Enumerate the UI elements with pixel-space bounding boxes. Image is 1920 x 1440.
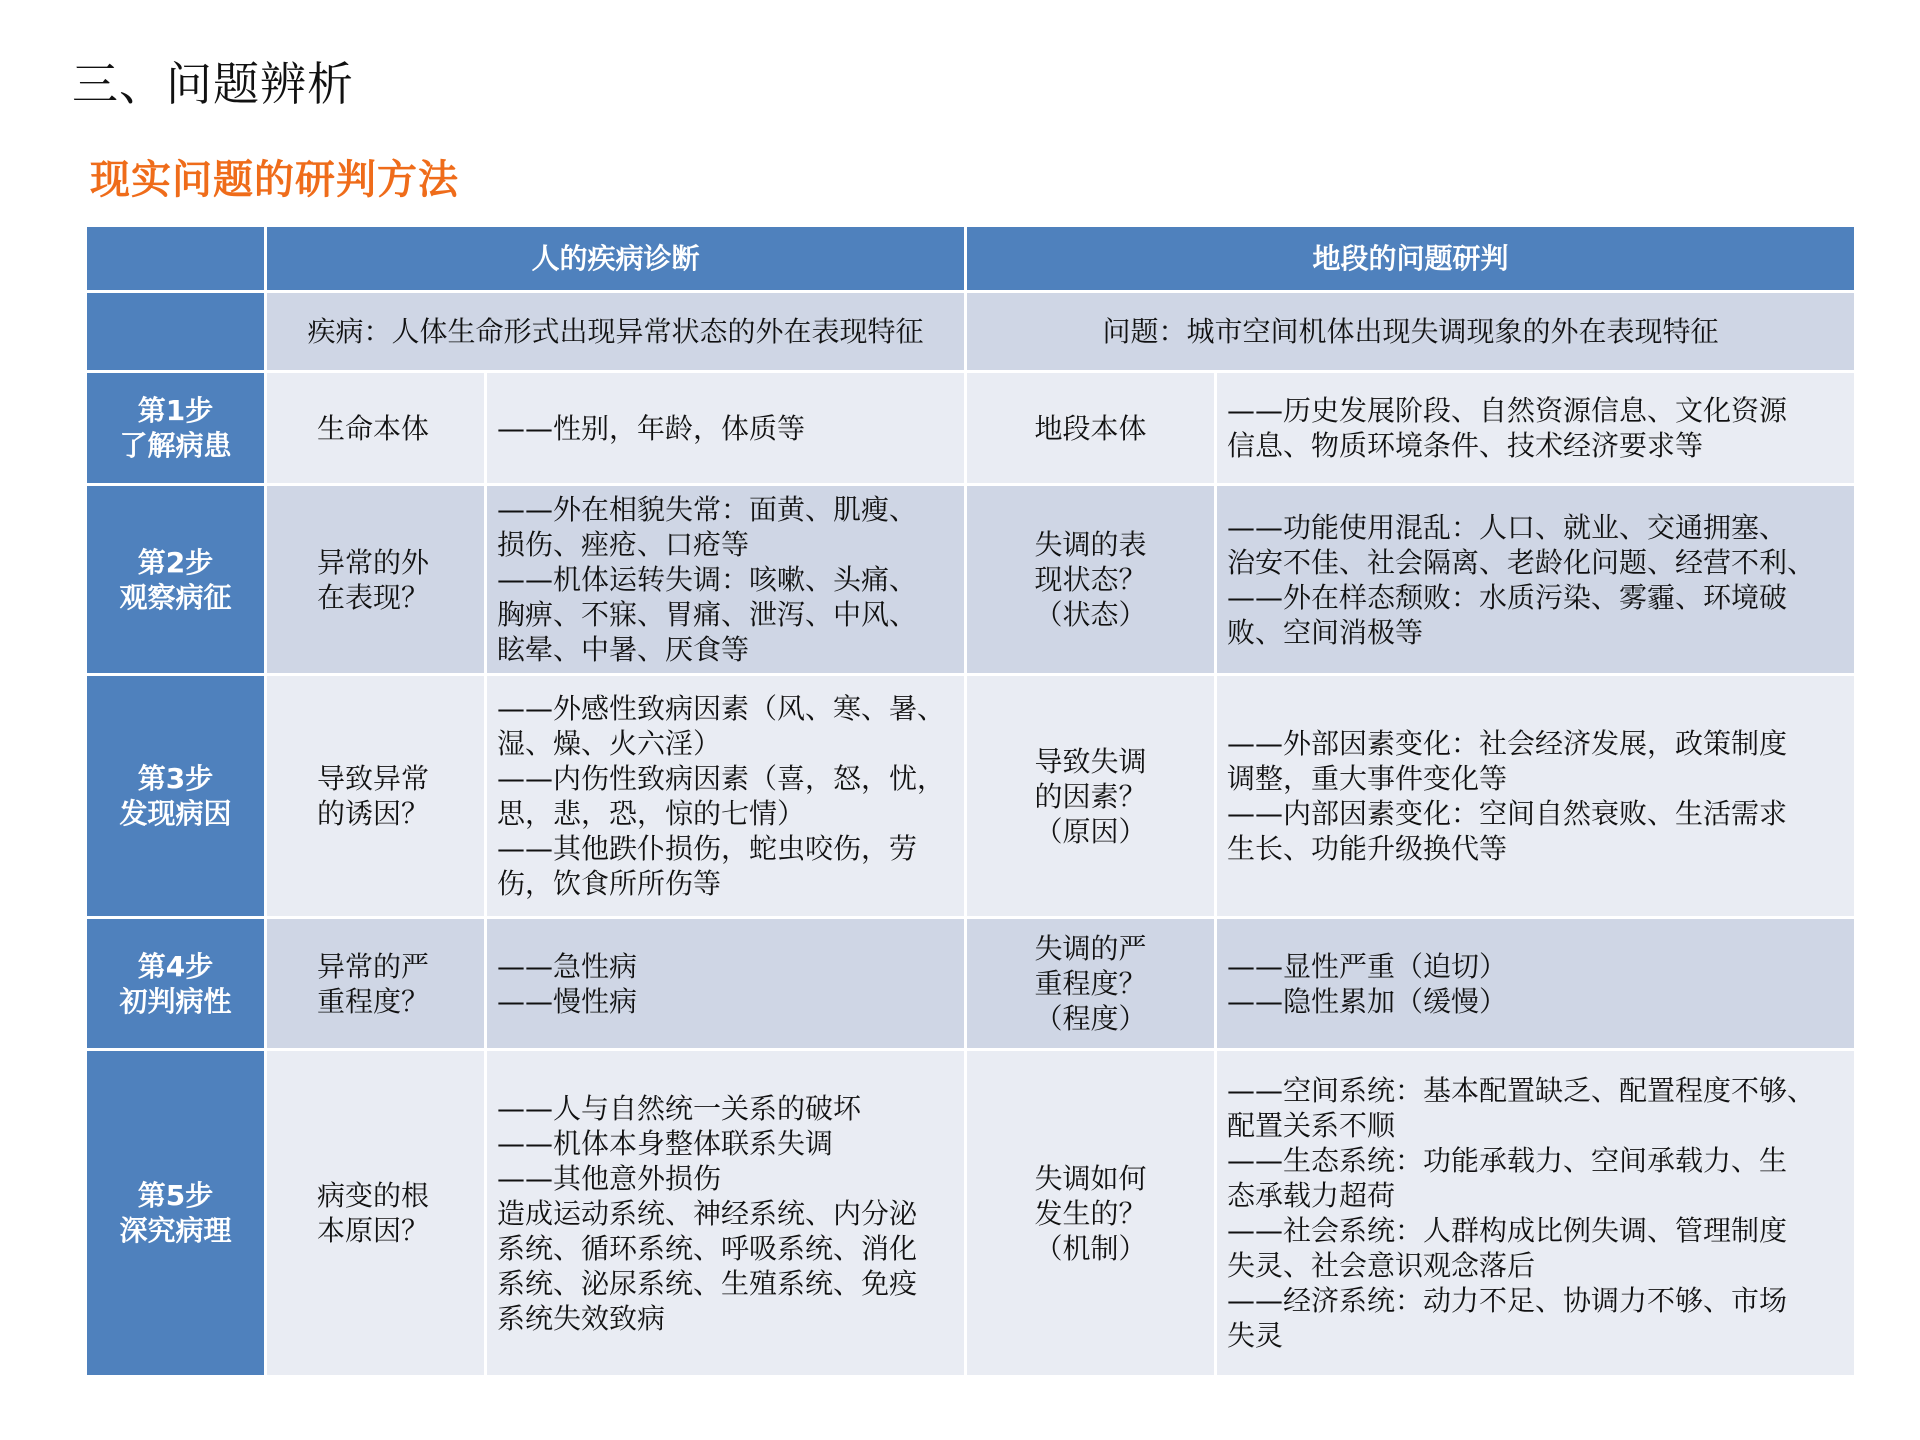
site-detail-line: 生长、功能升级换代等 (1227, 832, 1508, 865)
problem-definition: 问题：城市空间机体出现失调现象的外在表现特征 (966, 292, 1856, 372)
human-detail-line: ——急性病 (497, 949, 638, 983)
site-detail-line: 失灵 (1227, 1319, 1284, 1352)
diagnosis-table (84, 224, 1857, 1378)
site-detail-cell (1216, 675, 1856, 918)
site-detail-line: 败、空间消极等 (1227, 615, 1424, 649)
site-label-line: （状态） (1034, 598, 1147, 631)
human-detail-line: 伤，饮食所所伤等 (497, 867, 722, 900)
subtitle: 现实问题的研判方法 (90, 157, 459, 203)
human-detail-line: ——性别，年龄，体质等 (497, 411, 806, 445)
site-detail-line: 态承载力超荷 (1227, 1179, 1396, 1212)
step-number: 第2步 (137, 545, 214, 579)
step-row (86, 675, 1856, 918)
section-title: 三、问题辨析 (72, 57, 354, 111)
site-label-line: 现状态？ (1034, 563, 1147, 596)
human-detail-line: ——外在相貌失常：面黄、肌瘦、 (497, 493, 918, 526)
human-label-cell (266, 1050, 486, 1377)
step-cell (86, 372, 266, 485)
human-detail-cell (486, 485, 966, 675)
site-label-cell (966, 485, 1216, 675)
site-detail-line: ——显性严重（迫切） (1227, 949, 1508, 983)
step-cell (86, 675, 266, 918)
site-label-cell (966, 675, 1216, 918)
human-detail-cell (486, 372, 966, 485)
site-detail-line: ——空间系统：基本配置缺乏、配置程度不够、 (1227, 1074, 1816, 1107)
human-label-cell (266, 675, 486, 918)
step-row (86, 1050, 1856, 1377)
human-label-line: 生命本体 (317, 411, 430, 445)
human-detail-cell (486, 675, 966, 918)
human-label-line: 导致异常 (317, 762, 430, 795)
human-detail-line: ——机体本身整体联系失调 (497, 1126, 834, 1160)
human-label-line: 异常的严 (317, 949, 430, 983)
human-label-line: 的诱因？ (317, 797, 430, 830)
step-name: 了解病患 (119, 429, 232, 462)
site-detail-line: ——隐性累加（缓慢） (1227, 984, 1508, 1018)
human-detail-line: ——外感性致病因素（风、寒、暑、 (497, 692, 946, 725)
site-detail-line: 调整，重大事件变化等 (1227, 762, 1508, 795)
site-label-line: 发生的？ (1034, 1196, 1147, 1230)
human-detail-line: 系统失效致病 (497, 1301, 666, 1335)
site-detail-line: ——历史发展阶段、自然资源信息、文化资源 (1227, 394, 1788, 427)
site-detail-cell (1216, 1050, 1856, 1377)
human-detail-cell (486, 1050, 966, 1377)
human-detail-line: ——内伤性致病因素（喜，怒，忧， (497, 762, 946, 795)
site-label-line: （程度） (1034, 1002, 1147, 1035)
human-detail-line: 系统、循环系统、呼吸系统、消化 (497, 1231, 918, 1265)
site-label-line: （原因） (1034, 814, 1147, 848)
step-name: 观察病征 (119, 580, 232, 614)
site-label-cell (966, 918, 1216, 1050)
disease-definition: 疾病：人体生命形式出现异常状态的外在表现特征 (266, 292, 966, 372)
human-detail-cell (486, 918, 966, 1050)
human-label-line: 病变的根 (317, 1179, 430, 1212)
human-detail-line: ——慢性病 (497, 984, 638, 1018)
site-detail-cell (1216, 372, 1856, 485)
definition-row-corner (86, 292, 266, 372)
human-detail-line: ——人与自然统一关系的破坏 (497, 1091, 862, 1125)
step-number: 第4步 (137, 949, 214, 983)
human-label-cell (266, 485, 486, 675)
step-row (86, 372, 1856, 485)
site-detail-line: 失灵、社会意识观念落后 (1227, 1249, 1536, 1282)
site-label-line: 失调的严 (1034, 932, 1147, 965)
site-label-line: 地段本体 (1034, 411, 1147, 445)
step-cell (86, 918, 266, 1050)
human-label-cell (266, 372, 486, 485)
step-cell (86, 1050, 266, 1377)
step-number: 第1步 (137, 394, 214, 427)
site-detail-cell (1216, 918, 1856, 1050)
human-detail-line: ——其他跌仆损伤，蛇虫咬伤，劳 (497, 832, 918, 865)
human-detail-line: 湿、燥、火六淫） (497, 727, 722, 760)
header-corner (86, 226, 266, 292)
human-detail-line: 胸痹、不寐、胃痛、泄泻、中风、 (497, 598, 918, 631)
human-detail-line: 损伤、痤疮、口疮等 (497, 528, 750, 561)
site-label-line: 失调如何 (1034, 1161, 1147, 1195)
site-detail-line: ——经济系统：动力不足、协调力不够、市场 (1227, 1284, 1788, 1317)
site-detail-line: 配置关系不顺 (1227, 1109, 1396, 1142)
step-name: 深究病理 (119, 1214, 232, 1247)
human-detail-line: 眩晕、中暑、厌食等 (497, 633, 750, 666)
step-row (86, 918, 1856, 1050)
site-label-line: 失调的表 (1034, 528, 1147, 561)
step-number: 第3步 (137, 762, 214, 795)
definition-row (86, 292, 1856, 372)
human-label-line: 异常的外 (317, 545, 430, 579)
step-cell (86, 485, 266, 675)
human-label-line: 本原因？ (317, 1214, 430, 1247)
site-detail-line: ——社会系统：人群构成比例失调、管理制度 (1227, 1214, 1788, 1247)
human-detail-line: 思，悲，恐，惊的七情） (497, 797, 806, 830)
step-name: 发现病因 (119, 797, 232, 830)
human-detail-line: ——机体运转失调：咳嗽、头痛、 (497, 563, 918, 596)
human-detail-line: ——其他意外损伤 (497, 1161, 722, 1195)
site-detail-line: ——外部因素变化：社会经济发展，政策制度 (1227, 727, 1788, 760)
site-detail-line: ——功能使用混乱：人口、就业、交通拥塞、 (1227, 510, 1788, 544)
human-label-cell (266, 918, 486, 1050)
site-detail-cell (1216, 485, 1856, 675)
site-label-cell (966, 1050, 1216, 1377)
human-label-line: 重程度？ (317, 984, 430, 1018)
human-detail-line: 造成运动系统、神经系统、内分泌 (497, 1196, 918, 1230)
site-detail-line: ——生态系统：功能承载力、空间承载力、生 (1227, 1144, 1788, 1177)
header-human-diagnosis: 人的疾病诊断 (266, 226, 966, 292)
header-row (86, 226, 1856, 292)
site-detail-line: 信息、物质环境条件、技术经济要求等 (1227, 429, 1704, 462)
site-label-line: 导致失调 (1034, 744, 1147, 778)
step-row (86, 485, 1856, 675)
human-label-line: 在表现？ (317, 580, 430, 614)
site-detail-line: ——外在样态颓败：水质污染、雾霾、环境破 (1227, 580, 1788, 614)
site-label-line: （机制） (1034, 1231, 1147, 1265)
site-label-line: 重程度？ (1034, 967, 1147, 1000)
human-detail-line: 系统、泌尿系统、生殖系统、免疫 (497, 1266, 918, 1300)
site-detail-line: ——内部因素变化：空间自然衰败、生活需求 (1227, 797, 1788, 830)
site-label-line: 的因素？ (1034, 779, 1147, 813)
site-label-cell (966, 372, 1216, 485)
step-name: 初判病性 (119, 984, 232, 1018)
header-site-analysis: 地段的问题研判 (966, 226, 1856, 292)
site-detail-line: 治安不佳、社会隔离、老龄化问题、经营不利、 (1227, 545, 1816, 579)
step-number: 第5步 (137, 1179, 214, 1212)
